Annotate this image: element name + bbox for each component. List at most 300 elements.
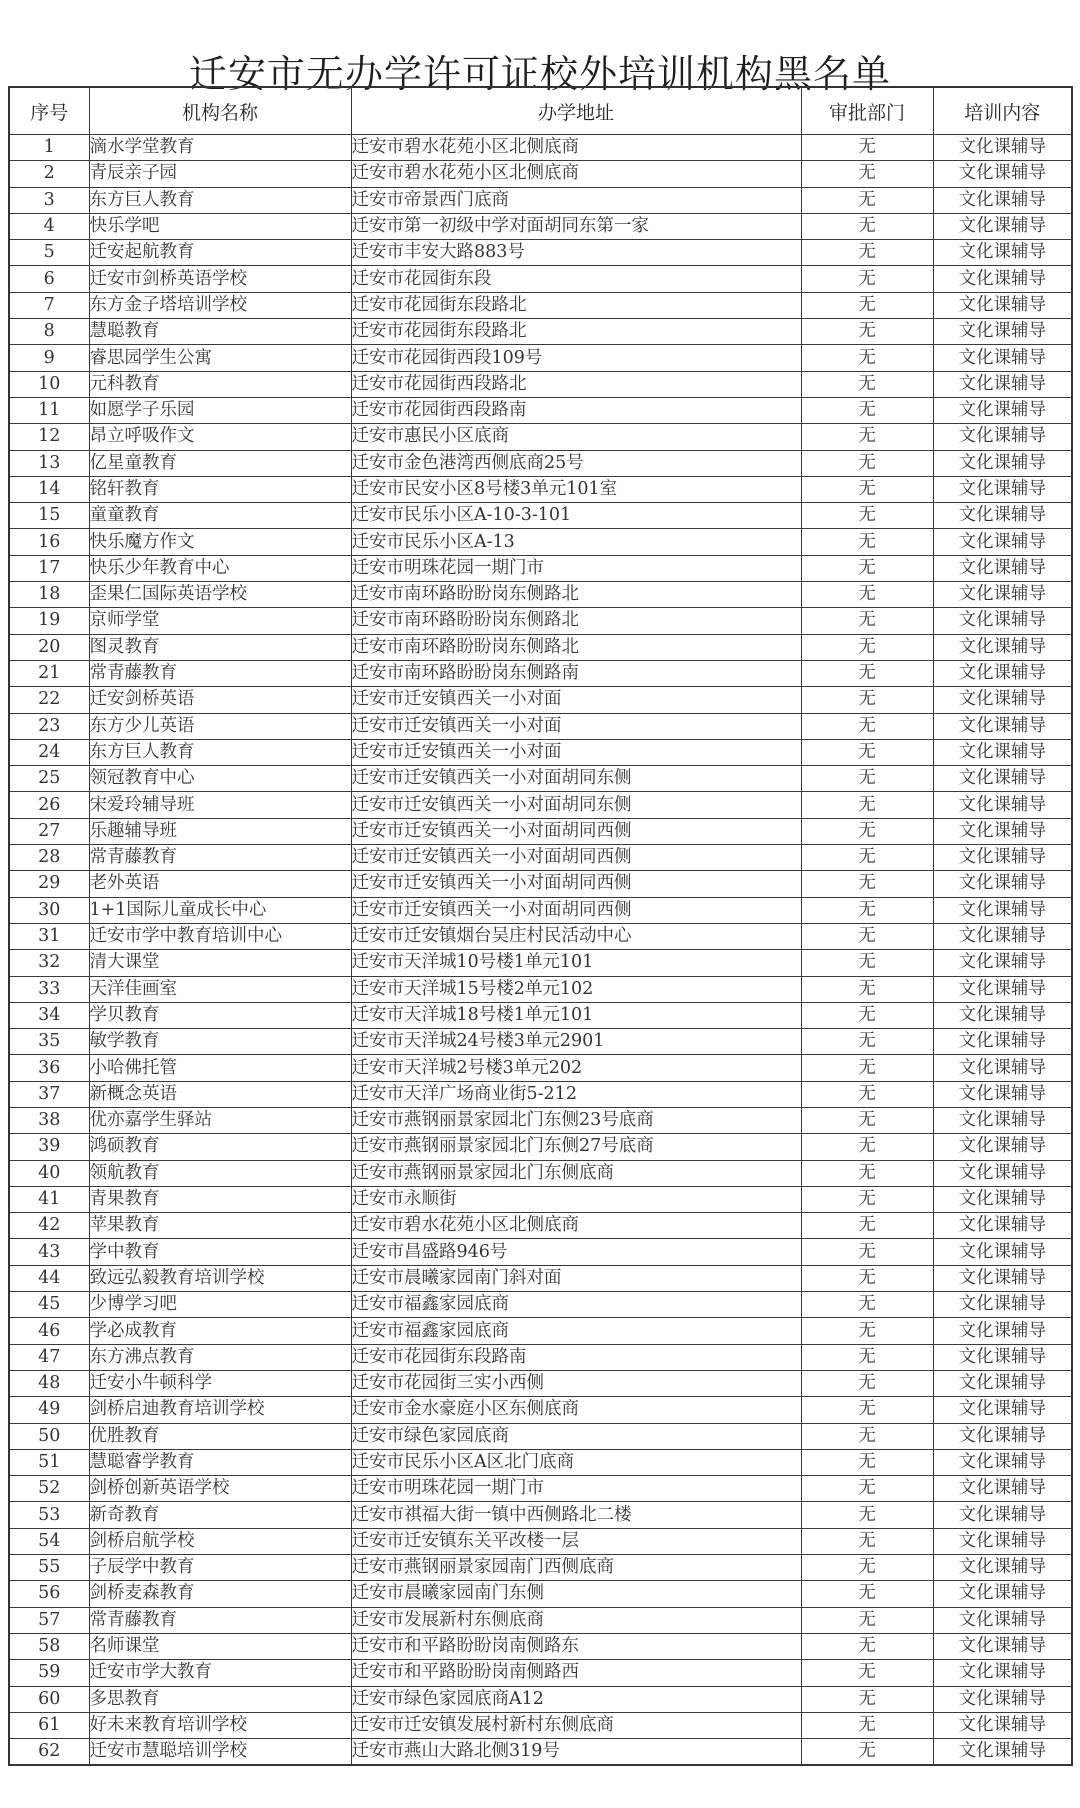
cell-content: 文化课辅导 [933, 713, 1072, 739]
cell-address: 迁安市民安小区8号楼3单元101室 [351, 476, 801, 502]
table-row [9, 1660, 1072, 1686]
table-row [9, 792, 1072, 818]
cell-seq: 4 [9, 213, 89, 239]
cell-seq: 54 [9, 1528, 89, 1554]
cell-content: 文化课辅导 [933, 976, 1072, 1002]
cell-content: 文化课辅导 [933, 1660, 1072, 1686]
cell-name: 小哈佛托管 [89, 1055, 351, 1081]
cell-seq: 24 [9, 739, 89, 765]
cell-seq: 15 [9, 503, 89, 529]
cell-name: 老外英语 [89, 871, 351, 897]
cell-content: 文化课辅导 [933, 1213, 1072, 1239]
cell-name: 迁安市学大教育 [89, 1660, 351, 1686]
cell-dept: 无 [801, 1160, 933, 1186]
table-row [9, 582, 1072, 608]
cell-dept: 无 [801, 1739, 933, 1766]
cell-address: 迁安市晨曦家园南门斜对面 [351, 1265, 801, 1291]
cell-dept: 无 [801, 345, 933, 371]
cell-address: 迁安市碧水花苑小区北侧底商 [351, 135, 801, 161]
cell-dept: 无 [801, 582, 933, 608]
cell-seq: 57 [9, 1607, 89, 1633]
cell-name: 剑桥创新英语学校 [89, 1476, 351, 1502]
table-row [9, 950, 1072, 976]
table-row [9, 1397, 1072, 1423]
cell-content: 文化课辅导 [933, 161, 1072, 187]
cell-content: 文化课辅导 [933, 1686, 1072, 1712]
cell-address: 迁安市迁安镇东关平改楼一层 [351, 1528, 801, 1554]
cell-content: 文化课辅导 [933, 739, 1072, 765]
cell-content: 文化课辅导 [933, 660, 1072, 686]
table-row [9, 766, 1072, 792]
cell-name: 滴水学堂教育 [89, 135, 351, 161]
cell-address: 迁安市燕钢丽景家园北门东侧23号底商 [351, 1107, 801, 1133]
table-row [9, 660, 1072, 686]
cell-dept: 无 [801, 1423, 933, 1449]
cell-seq: 28 [9, 845, 89, 871]
cell-dept: 无 [801, 1476, 933, 1502]
cell-content: 文化课辅导 [933, 529, 1072, 555]
cell-address: 迁安市迁安镇西关一小对面胡同西侧 [351, 897, 801, 923]
table-row [9, 1213, 1072, 1239]
table-row [9, 1107, 1072, 1133]
cell-address: 迁安市民乐小区A区北门底商 [351, 1449, 801, 1475]
table-row [9, 1160, 1072, 1186]
cell-name: 快乐魔方作文 [89, 529, 351, 555]
cell-content: 文化课辅导 [933, 818, 1072, 844]
cell-content: 文化课辅导 [933, 371, 1072, 397]
cell-seq: 61 [9, 1712, 89, 1738]
cell-dept: 无 [801, 1186, 933, 1212]
table-row [9, 292, 1072, 318]
cell-content: 文化课辅导 [933, 1502, 1072, 1528]
cell-name: 致远弘毅教育培训学校 [89, 1265, 351, 1291]
cell-dept: 无 [801, 503, 933, 529]
header-seq: 序号 [9, 87, 89, 135]
table-row [9, 1502, 1072, 1528]
table-row [9, 213, 1072, 239]
table-row [9, 1265, 1072, 1291]
cell-seq: 11 [9, 397, 89, 423]
cell-name: 慧聪睿学教育 [89, 1449, 351, 1475]
table-row [9, 1712, 1072, 1738]
cell-address: 迁安市天洋城24号楼3单元2901 [351, 1029, 801, 1055]
cell-content: 文化课辅导 [933, 1607, 1072, 1633]
table-row [9, 923, 1072, 949]
cell-content: 文化课辅导 [933, 1081, 1072, 1107]
cell-dept: 无 [801, 1502, 933, 1528]
cell-seq: 23 [9, 713, 89, 739]
cell-dept: 无 [801, 371, 933, 397]
cell-address: 迁安市和平路盼盼岗南侧路东 [351, 1633, 801, 1659]
cell-address: 迁安市花园街三实小西侧 [351, 1370, 801, 1396]
cell-address: 迁安市迁安镇西关一小对面 [351, 713, 801, 739]
cell-address: 迁安市迁安镇西关一小对面 [351, 687, 801, 713]
cell-content: 文化课辅导 [933, 555, 1072, 581]
cell-content: 文化课辅导 [933, 1739, 1072, 1766]
cell-address: 迁安市花园街西段109号 [351, 345, 801, 371]
cell-seq: 50 [9, 1423, 89, 1449]
cell-seq: 8 [9, 319, 89, 345]
cell-content: 文化课辅导 [933, 1107, 1072, 1133]
cell-address: 迁安市天洋城2号楼3单元202 [351, 1055, 801, 1081]
cell-name: 青果教育 [89, 1186, 351, 1212]
cell-content: 文化课辅导 [933, 871, 1072, 897]
table-row [9, 1292, 1072, 1318]
cell-seq: 16 [9, 529, 89, 555]
table-row [9, 1423, 1072, 1449]
cell-name: 如愿学子乐园 [89, 397, 351, 423]
cell-seq: 29 [9, 871, 89, 897]
cell-name: 学中教育 [89, 1239, 351, 1265]
cell-address: 迁安市花园街西段路南 [351, 397, 801, 423]
cell-seq: 22 [9, 687, 89, 713]
cell-name: 剑桥启航学校 [89, 1528, 351, 1554]
cell-dept: 无 [801, 923, 933, 949]
table-row [9, 1607, 1072, 1633]
cell-name: 1+1国际儿童成长中心 [89, 897, 351, 923]
cell-dept: 无 [801, 739, 933, 765]
cell-address: 迁安市迁安镇西关一小对面胡同西侧 [351, 871, 801, 897]
cell-name: 剑桥启迪教育培训学校 [89, 1397, 351, 1423]
cell-name: 东方沸点教育 [89, 1344, 351, 1370]
cell-dept: 无 [801, 1712, 933, 1738]
cell-content: 文化课辅导 [933, 345, 1072, 371]
cell-seq: 35 [9, 1029, 89, 1055]
cell-address: 迁安市花园街西段路北 [351, 371, 801, 397]
table-row [9, 845, 1072, 871]
table-row [9, 1029, 1072, 1055]
cell-content: 文化课辅导 [933, 397, 1072, 423]
cell-seq: 5 [9, 240, 89, 266]
cell-seq: 39 [9, 1134, 89, 1160]
cell-dept: 无 [801, 1370, 933, 1396]
cell-seq: 59 [9, 1660, 89, 1686]
table-row [9, 1055, 1072, 1081]
cell-name: 天洋佳画室 [89, 976, 351, 1002]
cell-seq: 1 [9, 135, 89, 161]
cell-address: 迁安市明珠花园一期门市 [351, 555, 801, 581]
cell-address: 迁安市天洋城10号楼1单元101 [351, 950, 801, 976]
cell-seq: 3 [9, 187, 89, 213]
table-row [9, 1318, 1072, 1344]
cell-address: 迁安市和平路盼盼岗南侧路西 [351, 1660, 801, 1686]
table-row [9, 397, 1072, 423]
table-row [9, 240, 1072, 266]
cell-address: 迁安市碧水花苑小区北侧底商 [351, 161, 801, 187]
cell-seq: 12 [9, 424, 89, 450]
cell-name: 快乐学吧 [89, 213, 351, 239]
cell-seq: 48 [9, 1370, 89, 1396]
cell-seq: 46 [9, 1318, 89, 1344]
cell-content: 文化课辅导 [933, 292, 1072, 318]
cell-name: 童童教育 [89, 503, 351, 529]
cell-content: 文化课辅导 [933, 582, 1072, 608]
cell-seq: 33 [9, 976, 89, 1002]
cell-content: 文化课辅导 [933, 1476, 1072, 1502]
cell-dept: 无 [801, 660, 933, 686]
cell-dept: 无 [801, 1555, 933, 1581]
cell-name: 睿思园学生公寓 [89, 345, 351, 371]
table-row [9, 1476, 1072, 1502]
table-row [9, 1134, 1072, 1160]
cell-address: 迁安市燕钢丽景家园南门西侧底商 [351, 1555, 801, 1581]
cell-name: 优胜教育 [89, 1423, 351, 1449]
cell-content: 文化课辅导 [933, 1134, 1072, 1160]
cell-seq: 20 [9, 634, 89, 660]
cell-address: 迁安市民乐小区A-13 [351, 529, 801, 555]
table-row [9, 555, 1072, 581]
cell-seq: 13 [9, 450, 89, 476]
table-row [9, 1739, 1072, 1766]
table-body [9, 135, 1072, 1766]
table-row [9, 266, 1072, 292]
cell-seq: 53 [9, 1502, 89, 1528]
cell-name: 迁安市学中教育培训中心 [89, 923, 351, 949]
cell-name: 快乐少年教育中心 [89, 555, 351, 581]
table-row [9, 1449, 1072, 1475]
cell-name: 迁安小牛顿科学 [89, 1370, 351, 1396]
cell-content: 文化课辅导 [933, 1423, 1072, 1449]
cell-content: 文化课辅导 [933, 1186, 1072, 1212]
table-row [9, 319, 1072, 345]
cell-seq: 21 [9, 660, 89, 686]
cell-name: 敏学教育 [89, 1029, 351, 1055]
cell-address: 迁安市迁安镇西关一小对面胡同西侧 [351, 845, 801, 871]
blacklist-table [8, 86, 1073, 1766]
cell-content: 文化课辅导 [933, 1292, 1072, 1318]
cell-name: 苹果教育 [89, 1213, 351, 1239]
cell-name: 图灵教育 [89, 634, 351, 660]
table-row [9, 897, 1072, 923]
cell-seq: 47 [9, 1344, 89, 1370]
cell-address: 迁安市明珠花园一期门市 [351, 1476, 801, 1502]
cell-seq: 25 [9, 766, 89, 792]
table-row [9, 634, 1072, 660]
table-row [9, 135, 1072, 161]
cell-dept: 无 [801, 450, 933, 476]
table-row [9, 1186, 1072, 1212]
cell-content: 文化课辅导 [933, 1633, 1072, 1659]
cell-seq: 6 [9, 266, 89, 292]
cell-address: 迁安市天洋城15号楼2单元102 [351, 976, 801, 1002]
cell-seq: 52 [9, 1476, 89, 1502]
cell-dept: 无 [801, 897, 933, 923]
cell-address: 迁安市南环路盼盼岗东侧路南 [351, 660, 801, 686]
table-row [9, 818, 1072, 844]
cell-dept: 无 [801, 1607, 933, 1633]
table-row [9, 608, 1072, 634]
cell-dept: 无 [801, 1528, 933, 1554]
cell-dept: 无 [801, 1686, 933, 1712]
header-dept: 审批部门 [801, 87, 933, 135]
cell-name: 东方少儿英语 [89, 713, 351, 739]
cell-dept: 无 [801, 950, 933, 976]
cell-dept: 无 [801, 1318, 933, 1344]
table-row [9, 1344, 1072, 1370]
cell-seq: 45 [9, 1292, 89, 1318]
cell-address: 迁安市天洋广场商业街5-212 [351, 1081, 801, 1107]
cell-dept: 无 [801, 1449, 933, 1475]
cell-seq: 60 [9, 1686, 89, 1712]
cell-seq: 62 [9, 1739, 89, 1766]
cell-content: 文化课辅导 [933, 687, 1072, 713]
table-row [9, 1002, 1072, 1028]
cell-name: 剑桥麦森教育 [89, 1581, 351, 1607]
cell-name: 常青藤教育 [89, 660, 351, 686]
cell-address: 迁安市南环路盼盼岗东侧路北 [351, 582, 801, 608]
cell-address: 迁安市绿色家园底商A12 [351, 1686, 801, 1712]
cell-seq: 49 [9, 1397, 89, 1423]
cell-dept: 无 [801, 1029, 933, 1055]
cell-address: 迁安市南环路盼盼岗东侧路北 [351, 608, 801, 634]
cell-content: 文化课辅导 [933, 845, 1072, 871]
cell-address: 迁安市丰安大路883号 [351, 240, 801, 266]
cell-content: 文化课辅导 [933, 634, 1072, 660]
cell-name: 名师课堂 [89, 1633, 351, 1659]
cell-content: 文化课辅导 [933, 1002, 1072, 1028]
cell-dept: 无 [801, 135, 933, 161]
cell-dept: 无 [801, 424, 933, 450]
cell-name: 元科教育 [89, 371, 351, 397]
cell-dept: 无 [801, 792, 933, 818]
cell-seq: 41 [9, 1186, 89, 1212]
table-row [9, 976, 1072, 1002]
cell-address: 迁安市燕钢丽景家园北门东侧27号底商 [351, 1134, 801, 1160]
cell-address: 迁安市迁安镇烟台吴庄村民活动中心 [351, 923, 801, 949]
cell-seq: 43 [9, 1239, 89, 1265]
table-row [9, 161, 1072, 187]
cell-content: 文化课辅导 [933, 1055, 1072, 1081]
cell-content: 文化课辅导 [933, 1239, 1072, 1265]
cell-seq: 9 [9, 345, 89, 371]
cell-address: 迁安市发展新村东侧底商 [351, 1607, 801, 1633]
cell-name: 乐趣辅导班 [89, 818, 351, 844]
cell-address: 迁安市昌盛路946号 [351, 1239, 801, 1265]
cell-content: 文化课辅导 [933, 923, 1072, 949]
cell-name: 亿星童教育 [89, 450, 351, 476]
cell-dept: 无 [801, 608, 933, 634]
cell-dept: 无 [801, 476, 933, 502]
cell-address: 迁安市迁安镇西关一小对面 [351, 739, 801, 765]
cell-name: 少博学习吧 [89, 1292, 351, 1318]
cell-name: 常青藤教育 [89, 1607, 351, 1633]
cell-address: 迁安市南环路盼盼岗东侧路北 [351, 634, 801, 660]
cell-content: 文化课辅导 [933, 319, 1072, 345]
cell-seq: 36 [9, 1055, 89, 1081]
cell-address: 迁安市惠民小区底商 [351, 424, 801, 450]
cell-seq: 37 [9, 1081, 89, 1107]
table-row [9, 424, 1072, 450]
cell-dept: 无 [801, 845, 933, 871]
cell-seq: 31 [9, 923, 89, 949]
cell-dept: 无 [801, 1633, 933, 1659]
cell-seq: 7 [9, 292, 89, 318]
cell-content: 文化课辅导 [933, 766, 1072, 792]
cell-content: 文化课辅导 [933, 240, 1072, 266]
cell-dept: 无 [801, 1265, 933, 1291]
cell-content: 文化课辅导 [933, 1555, 1072, 1581]
cell-dept: 无 [801, 1134, 933, 1160]
cell-seq: 2 [9, 161, 89, 187]
cell-address: 迁安市燕山大路北侧319号 [351, 1739, 801, 1766]
header-name: 机构名称 [89, 87, 351, 135]
table-row [9, 1528, 1072, 1554]
table-row [9, 687, 1072, 713]
cell-dept: 无 [801, 319, 933, 345]
cell-content: 文化课辅导 [933, 1265, 1072, 1291]
cell-address: 迁安市迁安镇发展村新村东侧底商 [351, 1712, 801, 1738]
cell-address: 迁安市福鑫家园底商 [351, 1292, 801, 1318]
cell-address: 迁安市天洋城18号楼1单元101 [351, 1002, 801, 1028]
cell-dept: 无 [801, 976, 933, 1002]
table-row [9, 371, 1072, 397]
cell-content: 文化课辅导 [933, 1370, 1072, 1396]
cell-seq: 44 [9, 1265, 89, 1291]
cell-address: 迁安市碧水花苑小区北侧底商 [351, 1213, 801, 1239]
cell-content: 文化课辅导 [933, 476, 1072, 502]
cell-dept: 无 [801, 161, 933, 187]
cell-content: 文化课辅导 [933, 897, 1072, 923]
cell-seq: 58 [9, 1633, 89, 1659]
cell-address: 迁安市迁安镇西关一小对面胡同东侧 [351, 766, 801, 792]
cell-dept: 无 [801, 213, 933, 239]
cell-seq: 19 [9, 608, 89, 634]
cell-address: 迁安市花园街东段路南 [351, 1344, 801, 1370]
table-row [9, 345, 1072, 371]
cell-name: 东方巨人教育 [89, 739, 351, 765]
cell-address: 迁安市花园街东段路北 [351, 292, 801, 318]
cell-address: 迁安市第一初级中学对面胡同东第一家 [351, 213, 801, 239]
table-row [9, 529, 1072, 555]
cell-address: 迁安市迁安镇西关一小对面胡同西侧 [351, 818, 801, 844]
cell-name: 学贝教育 [89, 1002, 351, 1028]
cell-content: 文化课辅导 [933, 1581, 1072, 1607]
cell-dept: 无 [801, 871, 933, 897]
cell-seq: 40 [9, 1160, 89, 1186]
cell-content: 文化课辅导 [933, 1712, 1072, 1738]
cell-content: 文化课辅导 [933, 1528, 1072, 1554]
cell-dept: 无 [801, 766, 933, 792]
cell-dept: 无 [801, 687, 933, 713]
cell-seq: 32 [9, 950, 89, 976]
cell-address: 迁安市祺福大街一镇中西侧路北二楼 [351, 1502, 801, 1528]
cell-seq: 42 [9, 1213, 89, 1239]
cell-content: 文化课辅导 [933, 1449, 1072, 1475]
cell-content: 文化课辅导 [933, 950, 1072, 976]
cell-content: 文化课辅导 [933, 792, 1072, 818]
cell-name: 东方金子塔培训学校 [89, 292, 351, 318]
cell-content: 文化课辅导 [933, 135, 1072, 161]
cell-name: 领冠教育中心 [89, 766, 351, 792]
header-address: 办学地址 [351, 87, 801, 135]
cell-name: 子辰学中教育 [89, 1555, 351, 1581]
cell-content: 文化课辅导 [933, 608, 1072, 634]
cell-content: 文化课辅导 [933, 266, 1072, 292]
cell-address: 迁安市花园街东段路北 [351, 319, 801, 345]
cell-address: 迁安市永顺街 [351, 1186, 801, 1212]
cell-address: 迁安市帝景西门底商 [351, 187, 801, 213]
table-row [9, 713, 1072, 739]
cell-dept: 无 [801, 266, 933, 292]
cell-name: 慧聪教育 [89, 319, 351, 345]
table-row [9, 1633, 1072, 1659]
cell-name: 清大课堂 [89, 950, 351, 976]
cell-address: 迁安市燕钢丽景家园北门东侧底商 [351, 1160, 801, 1186]
table-row [9, 871, 1072, 897]
cell-dept: 无 [801, 1002, 933, 1028]
cell-dept: 无 [801, 634, 933, 660]
cell-content: 文化课辅导 [933, 1397, 1072, 1423]
